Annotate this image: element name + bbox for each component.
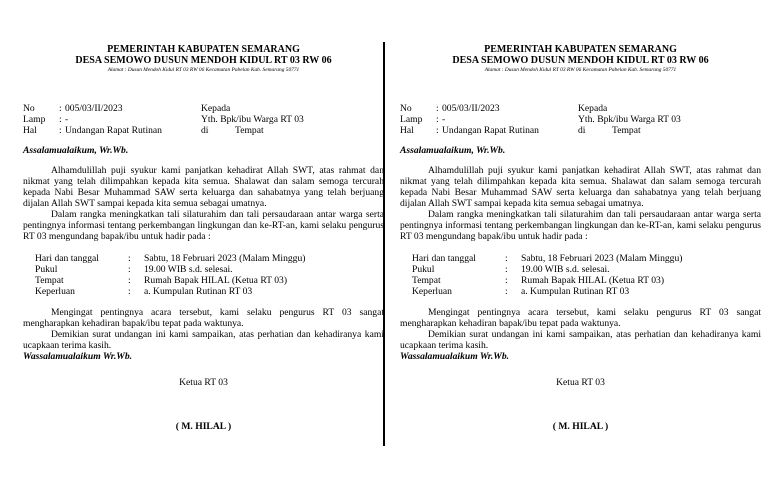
paragraph-closing: Demikian surat undangan ini kami sampaikan, atas perhatian dan kehadiranya kami ucapkaan terima kasih. — [400, 329, 761, 351]
detail-day-value: Sabtu, 18 Februari 2023 (Malam Minggu) — [521, 253, 683, 264]
meta-lamp-label: Lamp — [23, 114, 46, 125]
meta-lamp-label: Lamp — [400, 114, 423, 125]
detail-colon: : — [128, 253, 131, 264]
meta-lamp-value: - — [65, 114, 69, 125]
letter-meta — [400, 103, 761, 137]
meta-tempat: Tempat — [235, 125, 264, 136]
meta-recipient: Yth. Bpk/ibu Warga RT 03 — [578, 114, 681, 125]
detail-place-value: Rumah Bapak HILAL (Ketua RT 03) — [144, 275, 288, 286]
meta-colon: : — [436, 125, 439, 136]
meta-hal-label: Hal — [23, 125, 37, 136]
meta-hal-value: Undangan Rapat Rutinan — [442, 125, 539, 136]
meta-no-value: 005/03/II/2023 — [65, 103, 123, 114]
detail-colon: : — [128, 286, 131, 297]
detail-colon: : — [128, 264, 131, 275]
greeting: Assalamualaikum, Wr.Wb. — [23, 145, 129, 156]
letterhead-title: PEMERINTAH KABUPATEN SEMARANG — [107, 44, 300, 55]
detail-purpose-label: Keperluan — [35, 286, 75, 297]
detail-place-value: Rumah Bapak HILAL (Ketua RT 03) — [521, 275, 665, 286]
paragraph-opening: Alhamdulillah puji syukur kami panjatkan kehadirat Allah SWT, atas rahmat dan nikmat yang telah dilimpahkan kepada kita semua. Shalawat dan salam semoga tercurah kepada Nabi Besar Muhammad SAW serta keluarga dan sahabatnya yang telah berjuang dijalan Allah SWT sampai kepada kita semua sebagai umatnya. — [23, 165, 384, 209]
letterhead-subtitle: DESA SEMOWO DUSUN MENDOH KIDUL RT 03 RW 06 — [452, 55, 709, 66]
detail-time-label: Pukul — [412, 264, 435, 275]
detail-time-value: 19.00 WIB s.d. selesai. — [521, 264, 610, 275]
invitation-letter-left — [23, 44, 384, 432]
paragraph-invitation: Dalam rangka meningkatkan tali silaturahim dan tali persaudaraan antar warga serta pentingnya informasi tentang perkembangan lingkungan dan ke-RT-an, kami selaku pengurus RT 03 mengundang bapak/ibu untuk hadir pada : — [400, 209, 761, 242]
detail-day-label: Hari dan tanggal — [35, 253, 99, 264]
paragraph-opening: Alhamdulillah puji syukur kami panjatkan kehadirat Allah SWT, atas rahmat dan nikmat yang telah dilimpahkan kepada kita semua. Shalawat dan salam semoga tercurah kepada Nabi Besar Muhammad SAW serta keluarga dan sahabatnya yang telah berjuang dijalan Allah SWT sampai kepada kita semua sebagai umatnya. — [400, 165, 761, 209]
signer-name: ( M. HILAL ) — [552, 421, 609, 432]
detail-time-label: Pukul — [35, 264, 58, 275]
letterhead — [400, 44, 761, 74]
letterhead-subtitle: DESA SEMOWO DUSUN MENDOH KIDUL RT 03 RW 06 — [75, 55, 332, 66]
detail-place-label: Tempat — [35, 275, 64, 286]
meta-colon: : — [59, 114, 62, 125]
detail-colon: : — [128, 275, 131, 286]
meta-colon: : — [436, 103, 439, 114]
meta-tempat: Tempat — [612, 125, 641, 136]
event-details — [23, 253, 384, 297]
letterhead-title: PEMERINTAH KABUPATEN SEMARANG — [484, 44, 677, 55]
detail-place-label: Tempat — [412, 275, 441, 286]
meta-colon: : — [436, 114, 439, 125]
detail-purpose-label: Keperluan — [412, 286, 452, 297]
detail-colon: : — [505, 253, 508, 264]
letter-meta — [23, 103, 384, 137]
meta-colon: : — [59, 103, 62, 114]
meta-no-value: 005/03/II/2023 — [442, 103, 500, 114]
detail-purpose-value: a. Kumpulan Rutinan RT 03 — [521, 286, 630, 297]
detail-day-label: Hari dan tanggal — [412, 253, 476, 264]
meta-kepada: Kepada — [578, 103, 608, 114]
letterhead-address: Alamat : Dusun Mendoh Kidul RT 03 RW 06 Kecamatan Pabelan Kab. Semarang 50771 — [107, 67, 300, 73]
detail-colon: : — [505, 264, 508, 275]
detail-colon: : — [505, 286, 508, 297]
meta-colon: : — [59, 125, 62, 136]
meta-lamp-value: - — [442, 114, 446, 125]
paragraph-closing: Demikian surat undangan ini kami sampaikan, atas perhatian dan kehadiranya kami ucapkaan terima kasih. — [23, 329, 384, 351]
meta-kepada: Kepada — [201, 103, 231, 114]
detail-purpose-value: a. Kumpulan Rutinan RT 03 — [144, 286, 253, 297]
detail-day-value: Sabtu, 18 Februari 2023 (Malam Minggu) — [144, 253, 306, 264]
letterhead — [23, 44, 384, 74]
greeting: Assalamualaikum, Wr.Wb. — [400, 145, 506, 156]
letterhead-address: Alamat : Dusun Mendoh Kidul RT 03 RW 06 Kecamatan Pabelan Kab. Semarang 50771 — [484, 67, 677, 73]
closing-salutation: Wassalamualaikum Wr.Wb. — [400, 351, 510, 362]
detail-time-value: 19.00 WIB s.d. selesai. — [144, 264, 233, 275]
meta-no-label: No — [23, 103, 35, 114]
meta-di: di — [578, 125, 586, 136]
signer-name: ( M. HILAL ) — [175, 421, 232, 432]
meta-hal-value: Undangan Rapat Rutinan — [65, 125, 162, 136]
event-details — [400, 253, 761, 297]
paragraph-importance: Mengingat pentingnya acara tersebut, kami selaku pengurus RT 03 sangat mengharapkan kehadiran bapak/ibu tepat pada waktunya. — [23, 307, 384, 329]
invitation-letter-right — [400, 44, 761, 432]
signer-title: Ketua RT 03 — [179, 377, 228, 388]
paragraph-invitation: Dalam rangka meningkatkan tali silaturahim dan tali persaudaraan antar warga serta pentingnya informasi tentang perkembangan lingkungan dan ke-RT-an, kami selaku pengurus RT 03 mengundang bapak/ibu untuk hadir pada : — [23, 209, 384, 242]
closing-salutation: Wassalamualaikum Wr.Wb. — [23, 351, 133, 362]
meta-no-label: No — [400, 103, 412, 114]
signer-title: Ketua RT 03 — [556, 377, 605, 388]
meta-hal-label: Hal — [400, 125, 414, 136]
meta-recipient: Yth. Bpk/ibu Warga RT 03 — [201, 114, 304, 125]
meta-di: di — [201, 125, 209, 136]
paragraph-importance: Mengingat pentingnya acara tersebut, kami selaku pengurus RT 03 sangat mengharapkan kehadiran bapak/ibu tepat pada waktunya. — [400, 307, 761, 329]
detail-colon: : — [505, 275, 508, 286]
